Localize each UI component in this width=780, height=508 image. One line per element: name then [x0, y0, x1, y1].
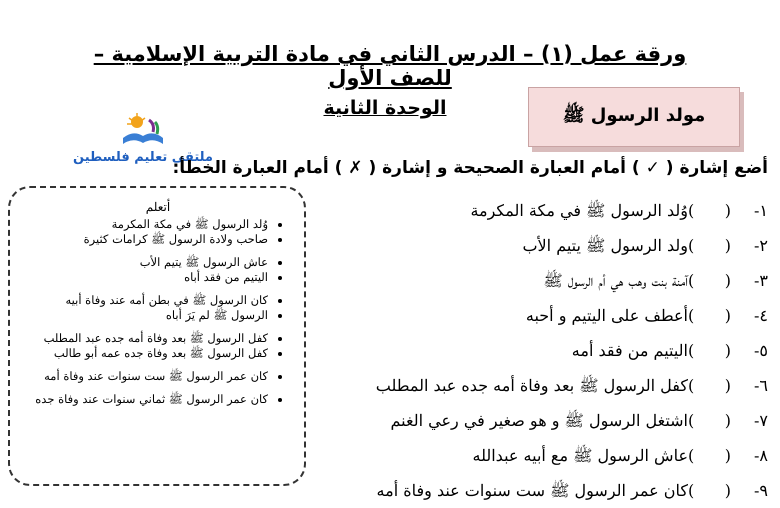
- statement-text: كان عمر الرسول ﷺ ست سنوات عند وفاة أمه: [376, 481, 688, 500]
- logo-text: ملتقى تعليم فلسطين: [73, 150, 213, 165]
- unit-title: الوحدة الثانية: [323, 97, 447, 119]
- statement-number: ٤-: [754, 306, 768, 325]
- statement-number: ١-: [754, 201, 768, 220]
- answer-blank[interactable]: ( ): [688, 411, 731, 430]
- lesson-title-box: [528, 87, 740, 147]
- learn-list: [28, 217, 288, 406]
- statement-number: ٨-: [754, 446, 768, 465]
- statement-number: ٣-: [754, 271, 768, 290]
- list-item: • كفل الرسول ﷺ بعد وفاة أمه جده عبد المطلب: [28, 331, 268, 345]
- statement-text: عاش الرسول ﷺ مع أبيه عبدالله: [472, 446, 688, 465]
- statement-text: ولد الرسول ﷺ يتيم الأب: [522, 236, 688, 255]
- learn-box-title: أتعلم: [145, 200, 171, 214]
- statement-number: ٩-: [754, 481, 768, 500]
- statement-text: آمنة بنت وهب هي أم الرسول ﷺ: [543, 271, 688, 290]
- statement-text: اليتيم من فقد أمه: [571, 341, 688, 360]
- statement-text: أعطف على اليتيم و أحبه: [525, 306, 688, 325]
- list-item: • اليتيم من فقد أباه: [28, 270, 268, 284]
- list-item: • عاش الرسول ﷺ يتيم الأب: [28, 255, 268, 269]
- answer-blank[interactable]: ( ): [688, 236, 731, 255]
- list-item: • كان عمر الرسول ﷺ ثماني سنوات عند وفاة جده: [28, 392, 268, 406]
- answer-blank[interactable]: ( ): [688, 271, 731, 290]
- answer-blank[interactable]: ( ): [688, 376, 731, 395]
- learn-box: [8, 186, 306, 486]
- statement-text: وُلد الرسول ﷺ في مكة المكرمة: [470, 201, 688, 220]
- instruction-text: أضع إشارة ( ✓ ) أمام العبارة الصحيحة و إشارة ( ✗ ) أمام العبارة الخطأ:: [172, 158, 768, 178]
- statement-row: [330, 228, 768, 263]
- statement-row: [330, 438, 768, 473]
- answer-blank[interactable]: ( ): [688, 306, 731, 325]
- statement-row: [330, 403, 768, 438]
- open-book-icon: [119, 112, 167, 148]
- statement-text: اشتغل الرسول ﷺ و هو صغير في رعي الغنم: [390, 411, 688, 430]
- statement-row: [330, 473, 768, 508]
- list-item: • كان الرسول ﷺ في بطن أمه عند وفاة أبيه: [28, 293, 268, 307]
- list-item: • الرسول ﷺ لم يَرَ أباه: [28, 308, 268, 322]
- answer-blank[interactable]: ( ): [688, 446, 731, 465]
- statement-number: ٦-: [754, 376, 768, 395]
- answer-blank[interactable]: ( ): [688, 341, 731, 360]
- statement-number: ٧-: [754, 411, 768, 430]
- list-item: • كفل الرسول ﷺ بعد وفاة جده عمه أبو طالب: [28, 346, 268, 360]
- list-item: • وُلد الرسول ﷺ في مكة المكرمة: [28, 217, 268, 231]
- statement-number: ٢-: [754, 236, 768, 255]
- worksheet-title: ورقة عمل (١) – الدرس الثاني في مادة التربية الإسلامية – للصف الأول: [93, 42, 687, 90]
- statement-text: كفل الرسول ﷺ بعد وفاة أمه جده عبد المطلب: [375, 376, 688, 395]
- list-item: • صاحب ولادة الرسول ﷺ كرامات كثيرة: [28, 232, 268, 246]
- answer-blank[interactable]: ( ): [688, 201, 731, 220]
- statement-row: [330, 368, 768, 403]
- statement-row: [330, 263, 768, 298]
- list-item: • كان عمر الرسول ﷺ ست سنوات عند وفاة أمه: [28, 369, 268, 383]
- answer-blank[interactable]: ( ): [688, 481, 731, 500]
- statement-number: ٥-: [754, 341, 768, 360]
- statement-row: [330, 193, 768, 228]
- statement-row: [330, 333, 768, 368]
- statements-list: [330, 193, 768, 508]
- lesson-title: مولد الرسول ﷺ: [562, 105, 706, 126]
- statement-row: [330, 298, 768, 333]
